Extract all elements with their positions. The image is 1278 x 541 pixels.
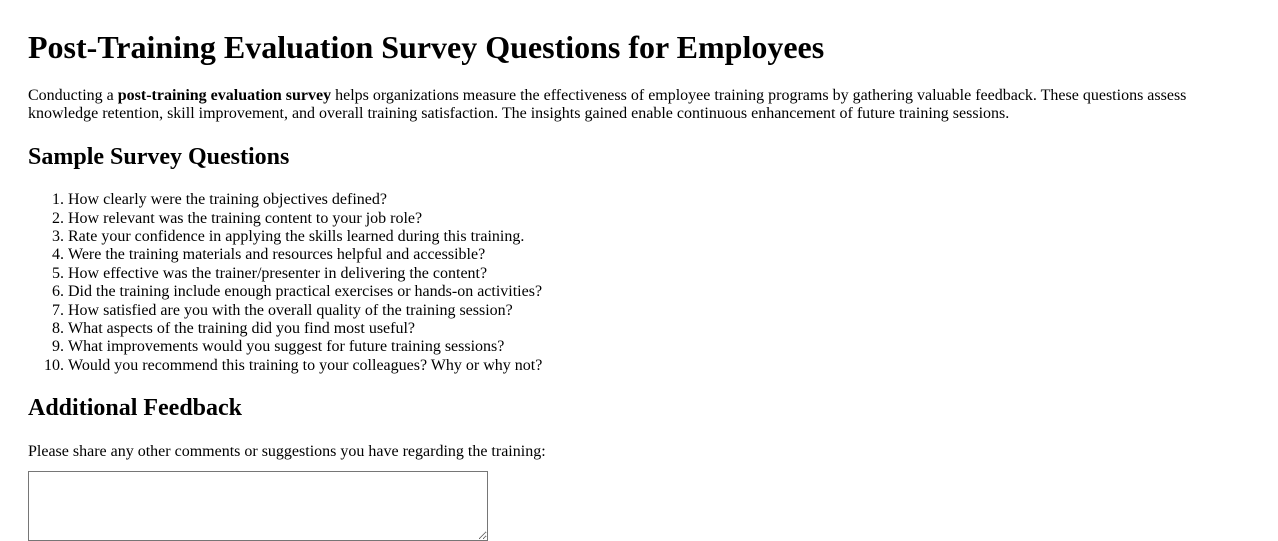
section-heading-additional-feedback: Additional Feedback — [28, 395, 243, 422]
intro-text-post: helps organizations measure the effectiveness of employee training programs by gathering valuable feedback. These questions assess knowledge retention, skill improvement, and overall training satisfaction. The insights gained enable continuous enhancement of future training sessions. — [28, 86, 1187, 123]
survey-question-item: 10. Would you recommend this training to your colleagues? Why or why not? — [68, 357, 1248, 375]
survey-question-item: 1. How clearly were the training objectives defined? — [68, 191, 1248, 209]
survey-question-item: 8. What aspects of the training did you find most useful? — [68, 320, 1248, 338]
feedback-textarea[interactable] — [28, 471, 488, 541]
survey-question-item: 6. Did the training include enough practical exercises or hands-on activities? — [68, 283, 1248, 301]
section-heading-sample-questions: Sample Survey Questions — [28, 143, 290, 170]
intro-bold-phrase: post-training evaluation survey — [117, 86, 332, 104]
survey-question-item: 9. What improvements would you suggest for future training sessions? — [68, 338, 1248, 356]
page-title: Post-Training Evaluation Survey Questions for Employees — [28, 29, 825, 65]
survey-question-item: 5. How effective was the trainer/presenter in delivering the content? — [68, 265, 1248, 283]
survey-questions-list — [28, 191, 1248, 375]
survey-question-item: 3. Rate your confidence in applying the skills learned during this training. — [68, 228, 1248, 246]
intro-paragraph — [28, 87, 1248, 124]
survey-question-item: 7. How satisfied are you with the overall quality of the training session? — [68, 302, 1248, 320]
feedback-prompt: Please share any other comments or suggestions you have regarding the training: — [28, 442, 546, 460]
intro-text-pre: Conducting a — [28, 86, 118, 104]
survey-question-item: 2. How relevant was the training content to your job role? — [68, 210, 1248, 228]
survey-question-item: 4. Were the training materials and resources helpful and accessible? — [68, 246, 1248, 264]
